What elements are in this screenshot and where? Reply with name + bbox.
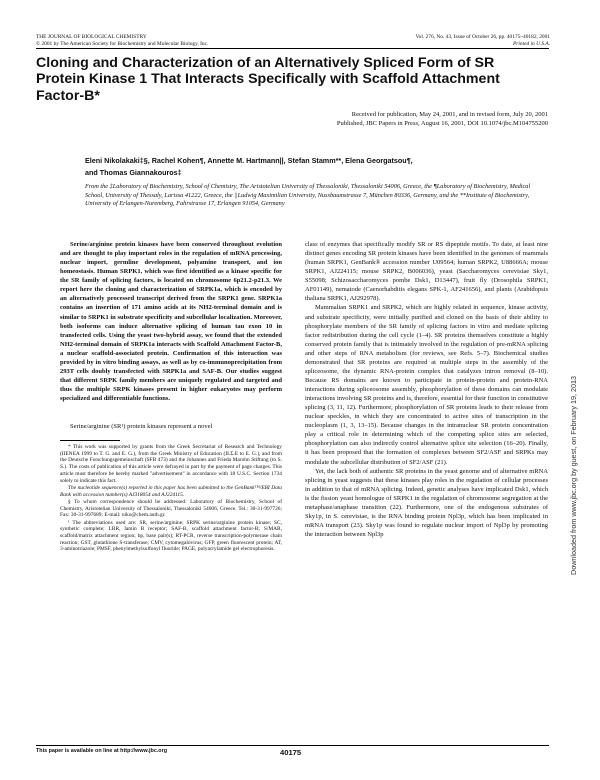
received-date: Received for publication, May 24, 2001, and in revised form, July 20, 2001 [351, 111, 548, 118]
publication-history [128, 111, 548, 128]
authors-line-1: Eleni Nikolakaki‡§, Rachel Kohen¶, Annette M. Hartmann||, Stefan Stamm**, Elena Georgatsou¶, [85, 156, 413, 165]
body-intro-left: Serine/arginine (SR¹) protein kinases represent a novel [70, 423, 213, 430]
body-paragraph-1: class of enzymes that specifically modify SR or RS dipeptide motifs. To date, at least nine distinct genes encoding SR protein kinases have been identified in the genomes of mammals (human SRPK1, GenBank® accession number U09564; human SRPK2, U88666A; mouse SRPK1, AJ224115; mouse SRPK2, B006036), yeast (Saccharomyces cerevisiae Sky1, S55098; Schizosaccharomyces pombe Dsk1, D13447), fruit fly (Drosophila SRPK1, AF01149), nematode (Caenorhabditis elegans SPK-1, AF241656), and plants (Arabidopsis thaliana SRPK1, AJ292978). [305, 241, 548, 303]
footer-divider [36, 745, 549, 746]
volume-info: Vol. 276, No. 43, Issue of October 26, pp. 40175–40182, 2001 [415, 34, 550, 40]
body-paragraph-3: Yet, the lack both of authentic SR proteins in the yeast genome and of alternative mRNA splicing in yeast suggests that these kinases play roles in the regulation of cellular processes in addition to that of mRNA splicing. Indeed, genetic analyses have implicated Dsk1, which is the fission yeast homologue of SRPK1 in the regulation of chromosome segregation at the metaphase/anaphase transition (22). Furthermore, one of the endogenous substrates of Sky1p, in S. cerevisiae, is the RNA binding protein Npl3p, which has been implicated in mRNA transport (23). Sky1p was found to regulate nuclear import of Npl3p by promoting the interaction between Npl3p [305, 467, 548, 538]
masthead-divider [36, 48, 549, 49]
online-availability: This paper is available on line at http://www.jbc.org [36, 748, 167, 754]
footnote-abbreviations: ¹ The abbreviations used are: SR, serine/arginine; SRPK serine/arginine protein kinase; SC, synthetic complete; LBR, lamin B receptor; SAF-B, scaffold attachment factor-B; S/MAR, scaffold/matrix attachment region; bp, base pair(s); RT-PCR, reverse transcription-polymerase chain reaction; GST, glutathione S-transferase; CMV, cytomegalovirus; GFP, green fluorescent protein; AT, 3-aminotriazole; PMSF, phenylmethylsulfonyl fluoride; PAGE, polyacrylamide gel electrophoresis. [60, 519, 282, 553]
issue-info [415, 34, 550, 47]
footnote-accession: The nucleotide sequence(s) reported in this paper has been submitted to the GenBank™/EBI Data Bank with accession number(s) AJ318054 and AJ224115. [60, 484, 282, 498]
article-title: Cloning and Characterization of an Alternatively Spliced Form of SR Protein Kinase 1 That Interacts Specifically with Scaffold Attachment Factor-B* [36, 55, 500, 104]
author-list [85, 155, 545, 180]
footnote-funding: * This work was supported by grants from the Greek Secretariat of Research and Technology (IIENEA 1999 to T. G. and E. G.), from the Greek Ministry of Education (II.Σ.E to E. G.), and from the Deutsche Forschungsgemeinschaft (SFB 473) and the Johannes and Frieda Marohn Stiftung (to S. S.). The costs of publication of this article were defrayed in part by the payment of page charges. This article must therefore be hereby marked "advertisement" in accordance with 18 U.S.C. Section 1734 solely to indicate this fact. [60, 444, 282, 484]
footnotes [60, 444, 282, 554]
journal-name: THE JOURNAL OF BIOLOGICAL CHEMISTRY [36, 34, 147, 40]
page-number: 40175 [280, 748, 302, 757]
published-date: Published, JBC Papers in Press, August 16, 2001, DOI 10.1074/jbc.M104755200 [336, 119, 548, 127]
printed-in: Printed in U.S.A. [513, 40, 550, 47]
footnote-divider [60, 440, 120, 441]
affiliations: From the ‡Laboratory of Biochemistry, School of Chemistry, The Aristotelian University of Thessaloniki, Thessaloniki 54006, Greece, the ¶Laboratory of Biochemistry, Medical School, University of Thessaly, Larissa 41222, Greece, the ||Ludwig Maximilian University, Nussbaumstrasse 7, München 80336, Germany, and the **Institute of Biochemistry, University of Erlangen-Nuremberg, Fahrstrasse 17, Erlangen 91054, Germany [85, 183, 531, 207]
abstract-text: Serine/arginine protein kinases have been conserved throughout evolution and are thought to play important roles in the regulation of mRNA processing, nuclear import, germline development, polyamine transport, and ion homeostasis. Human SRPK1, which was first identified as a kinase specific for the SR family of splicing factors, is located on chromosome 6p21.2-p21.3. We report here the cloning and characterization of SRPK1a, which is encoded by an alternatively processed transcript derived from the SRPK1 gene. SRPK1a contains an insertion of 171 amino acids at its NH2-terminal domain and is similar to SRPK1 in substrate specificity and subcellular localization. Moreover, both isoforms can induce alternative splicing of human tau exon 10 in transfected cells. Using the yeast two-hybrid assay, we found that the extended NH2-terminal domain of SRPK1a interacts with Scaffold Attachment Factor-B, a nuclear scaffold-associated protein. Confirmation of this interaction was provided by in vitro binding assays, as well as by co-immunoprecipitation from 293T cells doubly transfected with SRPK1a and SAF-B. Our studies suggest that different SRPK family members are uniquely regulated and targeted and thus the multiple SRPK kinases present in higher eukaryotes may perform specialized and differentiable functions. [60, 241, 282, 403]
download-notice[interactable]: Downloaded from www.jbc.org by guest, on February 19, 2013 [569, 376, 578, 575]
body-paragraph-2: Mammalian SRPK1 and SRPK2, which are highly related in sequence, kinase activity, and substrate specificity, were initially purified and cloned on the basis of their ability to phosphorylate members of the SR family of splicing factors in vitro and mediate splicing factor redistribution during the cell cycle (1–4). SR proteins themselves constitute a highly conserved protein family that is intimately involved in the regulation of pre-mRNA splicing and other steps of RNA metabolism (for reviews, see Refs. 5–7). Biochemical studies demonstrated that SR proteins are required at multiple steps in the assembly of the spliceosome, the dynamic RNA-protein complex that catalyzes intron removal (8–10). Because RS domains are known to participate in protein-protein and protein-RNA interactions during spliceosome assembly, phosphorylation of these domains can modulate interactions involving SR proteins and is, therefore, essential for their function in constitutive splicing (3, 11, 12). Furthermore, phosphorylation of SR proteins leads to their release from nuclear speckles, in which they are concentrated to active sites of transcription in the nucleoplasm (1, 3, 13–15). Because changes in the intranuclear SR protein concentration play a critical role in determining which of the competing splice sites are selected, phosphorylation can also indirectly control alternative splice site selection (16–20). Finally, it has been proposed that the formation of complexes between SF2/ASF and SRPKs may modulate the subcellular distribution of SF2/ASF (21). [305, 304, 548, 466]
authors-line-2: and Thomas Giannakouros‡ [85, 168, 182, 178]
body-right-column [305, 240, 548, 539]
copyright-line: © 2001 by The American Society for Biochemistry and Molecular Biology, Inc. [36, 40, 209, 47]
journal-masthead [36, 34, 208, 47]
abstract [60, 240, 282, 403]
footnote-correspondence: § To whom correspondence should be addressed: Laboratory of Biochemistry, School of Chemistry, Aristotelian University of Thessaloniki, Thessaloniki 54006, Greece. Tel.: 30-31-997726; Fax: 30-31-997689; E-mail: niko@chem.auth.gr. [60, 498, 282, 519]
